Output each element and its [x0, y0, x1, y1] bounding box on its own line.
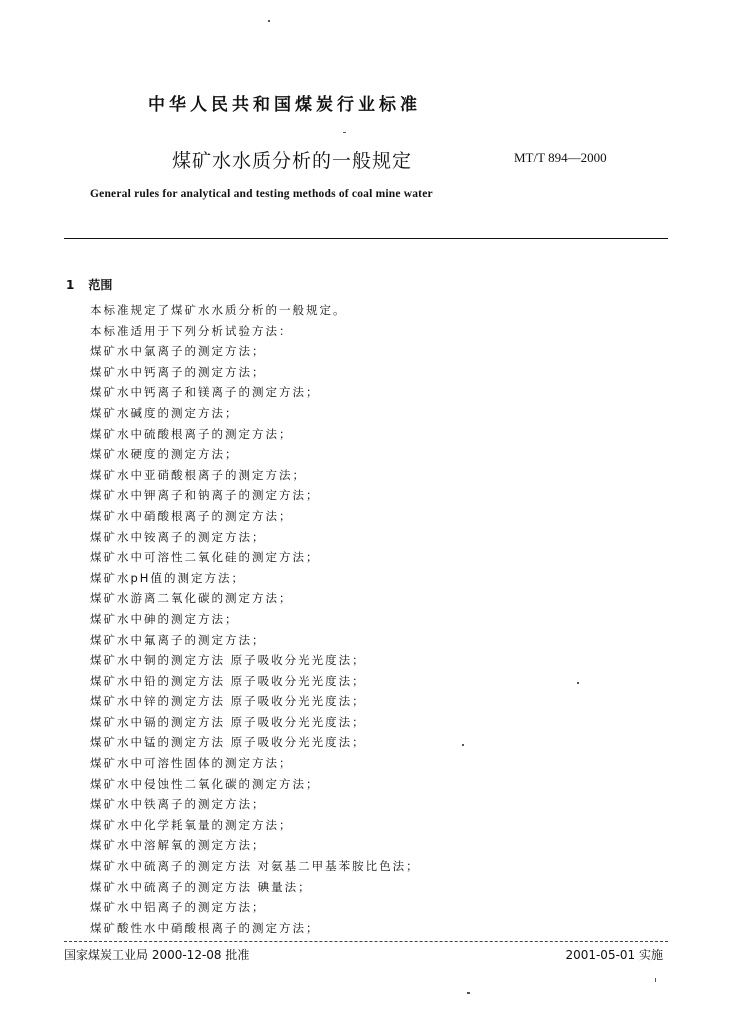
- list-item: 煤矿水中锌的测定方法 原子吸收分光光度法；: [90, 694, 366, 709]
- list-item: 煤矿水中侵蚀性二氧化碳的测定方法；: [90, 776, 320, 791]
- scan-speck: [268, 20, 270, 22]
- list-item: 煤矿水中可溶性固体的测定方法；: [90, 756, 293, 771]
- list-item: 煤矿水中铅的测定方法 原子吸收分光光度法；: [90, 673, 366, 688]
- scan-speck: [343, 132, 346, 133]
- list-item: 煤矿水中钾离子和钠离子的测定方法；: [90, 488, 320, 503]
- list-item: 煤矿水中钙离子的测定方法；: [90, 364, 266, 379]
- list-item: 煤矿水中铁离子的测定方法；: [90, 797, 266, 812]
- scope-list: [90, 300, 420, 938]
- list-item: 煤矿水中铜的测定方法 原子吸收分光光度法；: [90, 653, 366, 668]
- list-item: 煤矿水碱度的测定方法；: [90, 405, 239, 420]
- scan-speck: [467, 992, 470, 994]
- list-item: 煤矿水中铵离子的测定方法；: [90, 529, 266, 544]
- list-item: 煤矿水中镉的测定方法 原子吸收分光光度法；: [90, 714, 366, 729]
- list-item: 煤矿水中硫离子的测定方法 碘量法；: [90, 879, 312, 894]
- implementation-date: 2001-05-01 实施: [565, 948, 663, 962]
- section-title: 范围: [88, 278, 113, 292]
- approval-date: 国家煤炭工业局 2000-12-08 批准: [64, 948, 250, 962]
- standard-code: MT/T 894—2000: [514, 150, 607, 165]
- section-number: 1: [66, 278, 75, 292]
- list-item: 煤矿水中硫酸根离子的测定方法；: [90, 426, 293, 441]
- list-item: 煤矿水中氟离子的测定方法；: [90, 632, 266, 647]
- list-item: 煤矿水中亚硝酸根离子的测定方法；: [90, 467, 306, 482]
- list-item: 煤矿水中硝酸根离子的测定方法；: [90, 508, 293, 523]
- scan-speck: [655, 978, 656, 982]
- document-title-chinese: 煤矿水水质分析的一般规定: [172, 150, 413, 172]
- list-item: 煤矿水中锰的测定方法 原子吸收分光光度法；: [90, 735, 366, 750]
- header-divider: [64, 238, 668, 239]
- list-item: 煤矿水中钙离子和镁离子的测定方法；: [90, 385, 320, 400]
- list-item: 煤矿酸性水中硝酸根离子的测定方法；: [90, 920, 320, 935]
- list-item: 煤矿水中硫离子的测定方法 对氨基二甲基苯胺比色法；: [90, 859, 420, 874]
- list-item: 本标准规定了煤矿水水质分析的一般规定。: [90, 303, 347, 317]
- list-item: 煤矿水中化学耗氧量的测定方法；: [90, 817, 293, 832]
- section-heading: [66, 276, 112, 293]
- footer-divider: [64, 941, 668, 942]
- list-item: 煤矿水中氯离子的测定方法；: [90, 344, 266, 359]
- list-item: 煤矿水pH值的测定方法；: [90, 570, 245, 585]
- list-item: 煤矿水中可溶性二氧化硅的测定方法；: [90, 550, 320, 565]
- issuing-agency-header: 中华人民共和国煤炭行业标准: [148, 95, 421, 115]
- list-item: 煤矿水硬度的测定方法；: [90, 447, 239, 462]
- scan-speck: [462, 744, 464, 746]
- list-item: 煤矿水游离二氧化碳的测定方法；: [90, 591, 293, 606]
- list-item: 煤矿水中铝离子的测定方法；: [90, 900, 266, 915]
- list-item: 煤矿水中砷的测定方法；: [90, 611, 239, 626]
- list-item: 煤矿水中溶解氧的测定方法；: [90, 838, 266, 853]
- document-title-english: General rules for analytical and testing methods of coal mine water: [90, 188, 433, 200]
- scan-speck: [577, 682, 579, 684]
- list-item: 本标准适用于下列分析试验方法：: [90, 323, 293, 338]
